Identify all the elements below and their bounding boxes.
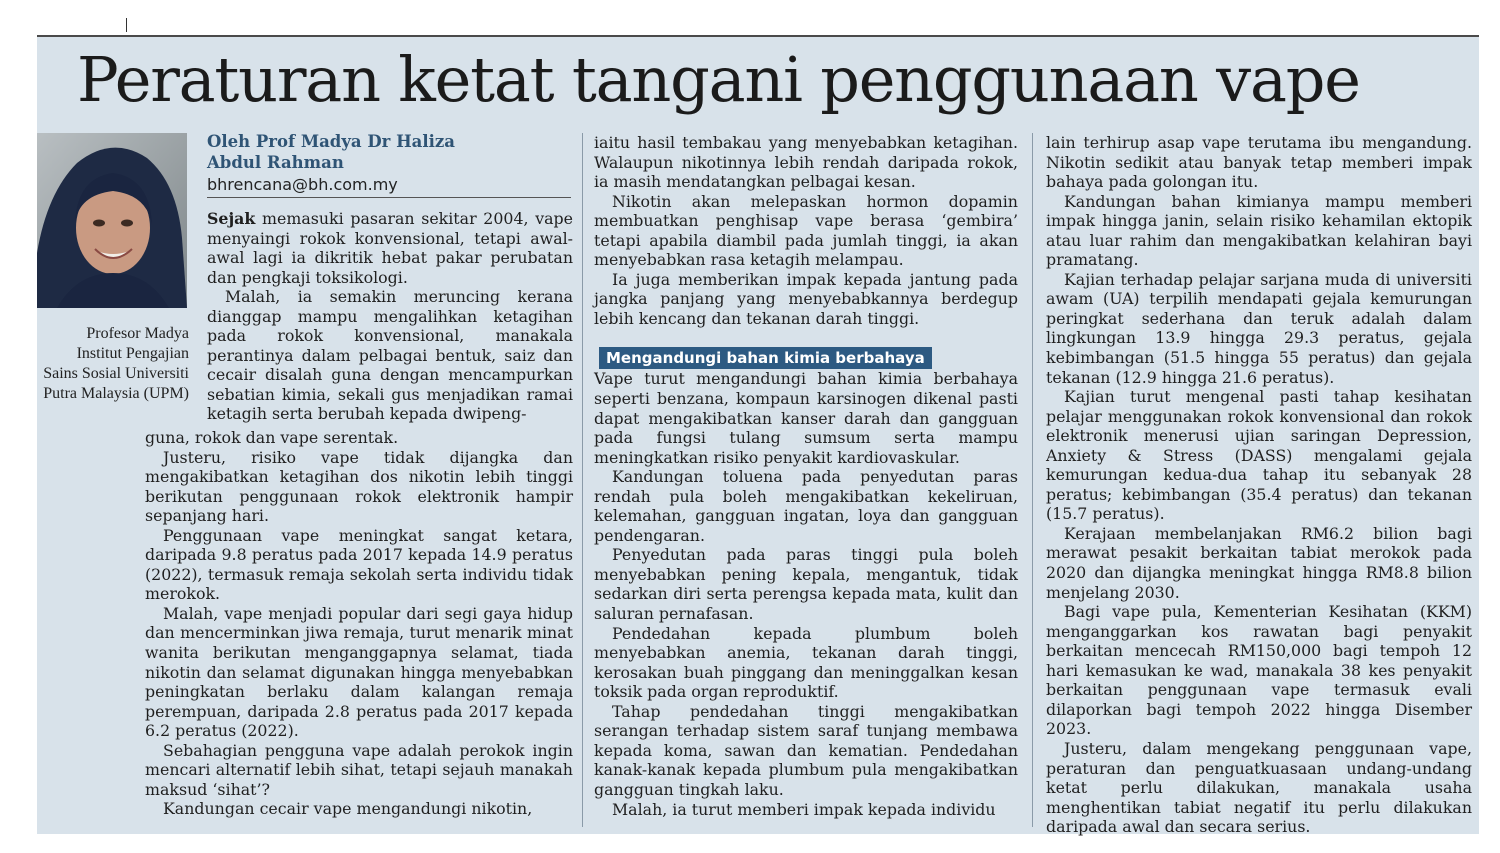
subheading: Mengandungi bahan kimia berbahaya (599, 347, 932, 369)
paragraph: Kandungan bahan kimianya mampu memberi impak hingga janin, selain risiko kehamilan ektopik atau luar rahim dan mengakibatkan kelahiran bayi pramatang. (1046, 191, 1472, 270)
paragraph: Nikotin akan melepaskan hormon dopamin membuatkan penghisap vape berasa ‘gembira’ tetapi apabila diambil pada jumlah tinggi, ia akan menyebabkan rasa ketagih melampau. (594, 191, 1018, 270)
paragraph: Justeru, risiko vape tidak dijangka dan mengakibatkan ketagihan dos nikotin lebih tinggi berikutan penggunaan rokok elektronik hampir sepanjang hari. (145, 447, 573, 526)
subheading-wrap (594, 335, 1018, 369)
paragraph: Penggunaan vape meningkat sangat ketara, daripada 9.8 peratus pada 2017 kepada 14.9 peratus (2022), termasuk remaja sekolah serta individu tidak merokok. (145, 525, 573, 604)
paragraph: Kajian terhadap pelajar sarjana muda di universiti awam (UA) terpilih mendapati gejala kemurungan peringkat sederhana dan teruk adalah dalam lingkungan 13.9 hingga 29.3 peratus, gejala kebimbangan (51.5 hingga 55 peratus) dan gejala tekanan (12.9 hingga 21.6 peratus). (1046, 269, 1472, 387)
column-2 (594, 133, 1018, 819)
column-divider (1032, 133, 1033, 827)
column-3 (1046, 133, 1472, 837)
paragraph: Malah, ia semakin meruncing kerana dianggap mampu mengalihkan ketagihan pada rokok konvensional, manakala perantinya dalam pelbagai bentuk, saiz dan cecair disalah guna dengan mencampurkan sebatian kimia, sekali gus menjadikan ramai ketagih serta berubah kepada dwipeng- (207, 287, 573, 424)
paragraph: Malah, vape menjadi popular dari segi gaya hidup dan mencerminkan jiwa remaja, turut menarik minat wanita berikutan menganggapnya selamat, tiada nikotin dan selamat digunakan hingga menyebabkan peningkatan berlaku dalam kalangan remaja perempuan, daripada 2.8 peratus pada 2017 kepada 6.2 peratus (2022). (145, 603, 573, 741)
byline (207, 131, 571, 196)
paragraph: Bagi vape pula, Kementerian Kesihatan (KKM) menganggarkan kos rawatan bagi penyakit berkaitan mencecah RM150,000 bagi tempoh 12 hari kemasukan ke wad, manakala 38 kes penyakit berkaitan penggunaan vape termasuk evali dilaporkan bagi tempoh 2022 hingga Disember 2023. (1046, 602, 1472, 739)
byline-author-line2: Abdul Rahman (207, 153, 344, 172)
paragraph: guna, rokok dan vape serentak. (145, 428, 399, 447)
byline-author-line1: Oleh Prof Madya Dr Haliza (207, 132, 455, 151)
paragraph: lain terhirup asap vape terutama ibu mengandung. Nikotin sedikit atau banyak tetap memberi impak bahaya pada golongan itu. (1046, 133, 1472, 192)
paragraph: Penyedutan pada paras tinggi pula boleh menyebabkan pening kepala, mengantuk, tidak sedarkan diri serta perengsa kepada mata, kulit dan saluran pernafasan. (594, 545, 1018, 624)
caption-line: Sains Sosial Universiti (43, 365, 189, 382)
photo-caption (37, 324, 189, 404)
paragraph: Tahap pendedahan tinggi mengakibatkan serangan terhadap sistem saraf tunjang membawa kepada koma, sawan dan kematian. Pendedahan kanak-kanak kepada plumbum pula mengakibatkan gangguan tingkah laku. (594, 701, 1018, 799)
paragraph (207, 209, 573, 287)
paragraph: Ia juga memberikan impak kepada jantung pada jangka panjang yang menyebabkannya berdegup lebih kencang dan tekanan darah tinggi. (594, 269, 1018, 328)
lead-word: Sejak (207, 209, 256, 228)
column-1-top (207, 209, 573, 424)
paragraph: Kandungan toluena pada penyedutan paras rendah pula boleh mengakibatkan kekeliruan, kelemahan, gangguan ingatan, loya dan gangguan pendengaran. (594, 467, 1018, 545)
caption-line: Institut Pengajian (76, 345, 189, 362)
article-panel (37, 35, 1479, 837)
paragraph: iaitu hasil tembakau yang menyebabkan ketagihan. Walaupun nikotinnya lebih rendah daripada rokok, ia masih mendatangkan pelbagai kesan. (594, 133, 1018, 192)
column-1-bottom (145, 428, 573, 819)
author-portrait-image (37, 133, 187, 308)
author-photo (37, 133, 187, 308)
byline-email: bhrencana@bh.com.my (207, 175, 398, 194)
column-divider (582, 133, 583, 827)
caption-line: Profesor Madya (86, 325, 189, 342)
paragraph: Kajian turut mengenal pasti tahap kesihatan pelajar menggunakan rokok konvensional dan rokok elektronik menerusi ujian saringan Depression, Anxiety & Stress (DASS) mengalami gejala kemurungan kedua-dua tahap itu sebanyak 28 peratus; kebimbangan (35.4 peratus) dan tekanan (15.7 peratus). (1046, 387, 1472, 524)
paragraph: Vape turut mengandungi bahan kimia berbahaya seperti benzana, kompaun karsinogen dikenal pasti dapat mengakibatkan kanser darah dan gangguan pada fungsi tulang sumsum serta mampu meningkatkan risiko penyakit kardiovaskular. (594, 369, 1018, 467)
headline: Peraturan ketat tangani penggunaan vape (77, 43, 1360, 116)
paragraph: Kerajaan membelanjakan RM6.2 bilion bagi merawat pesakit berkaitan tabiat merokok pada 2020 dan dijangka meningkat hingga RM8.8 bilion menjelang 2030. (1046, 523, 1472, 602)
page-edge-tick (126, 18, 127, 32)
paragraph: Sebahagian pengguna vape adalah perokok ingin mencari alternatif lebih sihat, tetapi sejauh manakah maksud ‘sihat’? (145, 740, 573, 799)
caption-line: Putra Malaysia (UPM) (43, 385, 189, 402)
paragraph: Pendedahan kepada plumbum boleh menyebabkan anemia, tekanan darah tinggi, kerosakan buah pinggang dan meninggalkan kesan toksik pada organ reproduktif. (594, 623, 1018, 702)
paragraph-text: memasuki pasaran sekitar 2004, vape menyaingi rokok konvensional, tetapi awal-awal lagi ia dikritik hebat pakar perubatan dan pengkaji toksikologi. (207, 209, 573, 287)
byline-divider (207, 197, 571, 198)
paragraph: Justeru, dalam mengekang penggunaan vape, peraturan dan penguatkuasaan undang-undang ketat perlu dilakukan, manakala usaha menghentikan tabiat negatif itu perlu dilakukan daripada awal dan secara serius. (1046, 738, 1472, 837)
paragraph: Malah, ia turut memberi impak kepada individu (612, 799, 996, 819)
paragraph: Kandungan cecair vape mengandungi nikotin, (163, 799, 533, 819)
